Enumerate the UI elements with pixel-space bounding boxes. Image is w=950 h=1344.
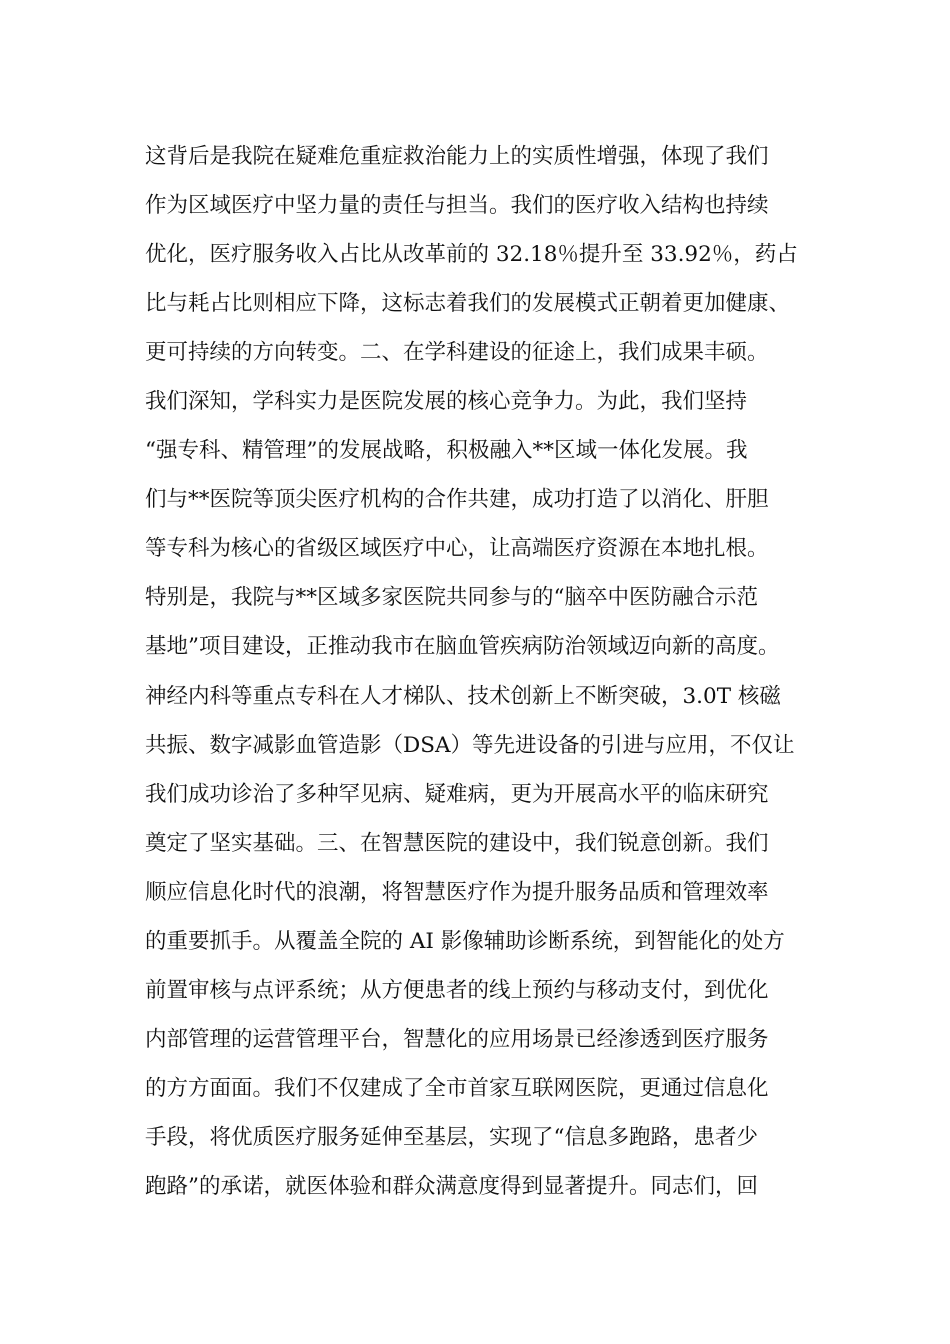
text-line: 内部管理的运营管理平台，智慧化的应用场景已经渗透到医疗服务 — [145, 1026, 769, 1052]
text-line: 神经内科等重点专科在人才梯队、技术创新上不断突破，3.0T 核磁 — [145, 683, 781, 709]
text-line: 更可持续的方向转变。二、在学科建设的征途上，我们成果丰硕。 — [145, 340, 769, 366]
text-line: 的方方面面。我们不仅建成了全市首家互联网医院，更通过信息化 — [145, 1075, 769, 1101]
text-line: 顺应信息化时代的浪潮，将智慧医疗作为提升服务品质和管理效率 — [145, 879, 769, 905]
text-line: “强专科、精管理”的发展战略，积极融入**区域一体化发展。我 — [145, 438, 748, 464]
text-line: 我们深知，学科实力是医院发展的核心竞争力。为此，我们坚持 — [145, 389, 748, 415]
text-line: 我们成功诊治了多种罕见病、疑难病，更为开展高水平的临床研究 — [145, 781, 769, 807]
text-line: 们与**医院等顶尖医疗机构的合作共建，成功打造了以消化、肝胆 — [145, 487, 769, 513]
text-line: 这背后是我院在疑难危重症救治能力上的实质性增强，体现了我们 — [145, 144, 769, 169]
text-line: 奠定了坚实基础。三、在智慧医院的建设中，我们锐意创新。我们 — [145, 830, 769, 856]
text-line: 等专科为核心的省级区域医疗中心，让高端医疗资源在本地扎根。 — [145, 536, 769, 562]
text-line: 共振、数字减影血管造影（DSA）等先进设备的引进与应用，不仅让 — [145, 732, 795, 758]
text-line: 手段，将优质医疗服务延伸至基层，实现了“信息多跑路，患者少 — [145, 1124, 758, 1150]
text-line: 跑路”的承诺，就医体验和群众满意度得到显著提升。同志们，回 — [145, 1173, 758, 1199]
text-line: 前置审核与点评系统；从方便患者的线上预约与移动支付，到优化 — [145, 977, 769, 1003]
text-line: 优化，医疗服务收入占比从改革前的 32.18％提升至 33.92％，药占 — [145, 242, 798, 268]
text-line: 比与耗占比则相应下降，这标志着我们的发展模式正朝着更加健康、 — [145, 291, 791, 317]
text-line: 基地”项目建设，正推动我市在脑血管疾病防治领域迈向新的高度。 — [145, 634, 780, 660]
text-line: 作为区域医疗中坚力量的责任与担当。我们的医疗收入结构也持续 — [145, 193, 769, 219]
body-text — [145, 132, 825, 1211]
text-line: 特别是，我院与**区域多家医院共同参与的“脑卒中医防融合示范 — [145, 585, 758, 611]
text-line: 的重要抓手。从覆盖全院的 AI 影像辅助诊断系统，到智能化的处方 — [145, 928, 785, 954]
